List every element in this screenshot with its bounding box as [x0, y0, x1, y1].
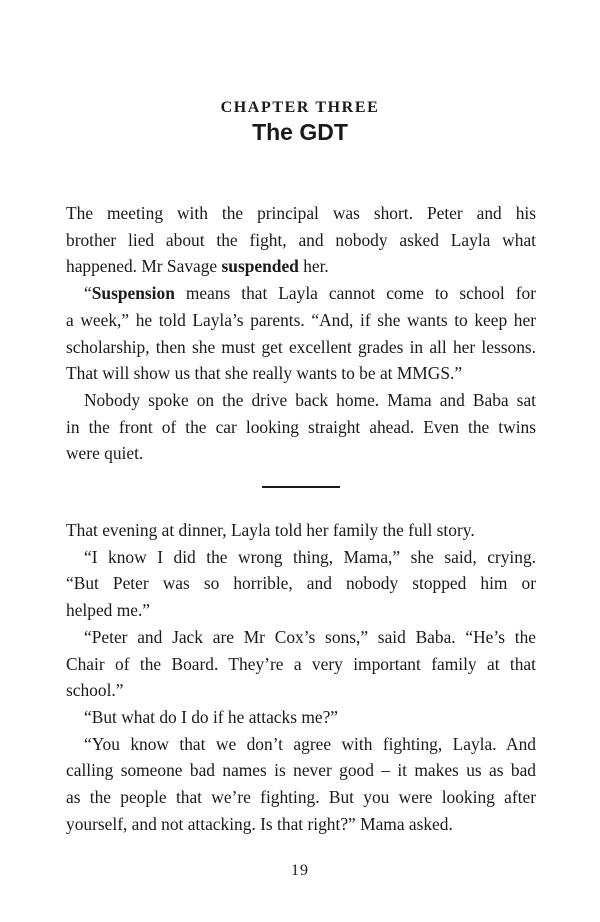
paragraph-suspension — [66, 280, 536, 387]
paragraph-meeting — [66, 200, 536, 280]
text-line: a week,” he told Layla’s parents. “And, if she wants to keep her — [66, 309, 536, 330]
paragraph-dinner — [66, 517, 536, 544]
text-line: Chair of the Board. They’re a very important family at that — [66, 653, 536, 674]
text-line: helped me.” — [66, 600, 151, 621]
text-line: calling someone bad names is never good – it makes us as bad — [66, 760, 536, 781]
chapter-title: The GDT — [252, 119, 348, 145]
text-run: her. — [298, 256, 329, 277]
page-number: 19 — [291, 862, 309, 879]
text-line: “But what do I do if he attacks me?” — [84, 706, 339, 727]
text-line: That will show us that she really wants to be at MMGS.” — [66, 363, 463, 384]
text-line: in the front of the car looking straight ahead. Even the twins — [66, 416, 536, 437]
text-line: school.” — [66, 680, 124, 701]
text-line: scholarship, then she must get excellent grades in all her lessons. — [66, 336, 536, 357]
text-line: The meeting with the principal was short. Peter and his — [66, 203, 536, 223]
text-run: means that Layla cannot come to school for — [174, 283, 536, 304]
text-line: were quiet. — [66, 443, 144, 464]
text-line: yourself, and not attacking. Is that right?” Mama asked. — [66, 813, 453, 834]
bold-term-suspension: Suspension — [91, 283, 175, 304]
text-line: brother lied about the fight, and nobody asked Layla what — [66, 229, 536, 250]
section-2-text — [66, 517, 536, 837]
text-run: “ — [84, 283, 92, 304]
text-line: “I know I did the wrong thing, Mama,” she said, crying. — [84, 546, 536, 567]
text-run: happened. Mr Savage — [66, 256, 222, 277]
section-1-text — [66, 200, 536, 467]
paragraph-wrong-thing — [66, 544, 536, 624]
text-line: “You know that we don’t agree with fighting, Layla. And — [84, 733, 536, 754]
section-divider — [262, 486, 340, 488]
paragraph-attacks — [66, 704, 536, 731]
text-line: as the people that we’re fighting. But you were looking after — [66, 787, 536, 808]
text-line: “Peter and Jack are Mr Cox’s sons,” said Baba. “He’s the — [84, 626, 536, 647]
paragraph-fighting — [66, 731, 536, 838]
paragraph-drive-home — [66, 387, 536, 467]
chapter-label: CHAPTER THREE — [220, 99, 380, 116]
text-line: Nobody spoke on the drive back home. Mama and Baba sat — [84, 389, 536, 410]
text-line: “But Peter was so horrible, and nobody stopped him or — [66, 573, 536, 594]
text-line — [66, 253, 536, 280]
paragraph-cox-sons — [66, 624, 536, 704]
text-line — [66, 280, 536, 307]
bold-term-suspended: suspended — [221, 256, 299, 277]
text-line: That evening at dinner, Layla told her family the full story. — [66, 520, 475, 540]
